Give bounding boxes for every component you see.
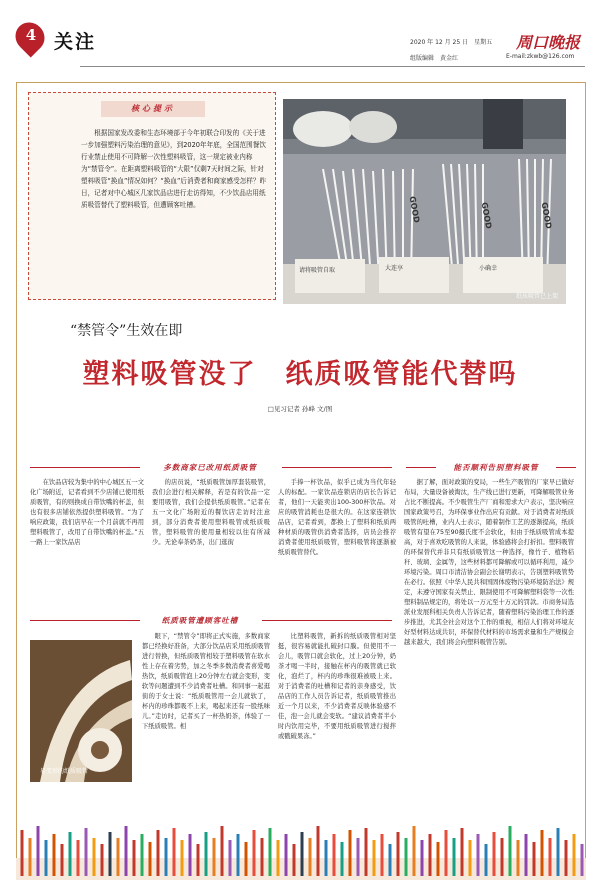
article-byline: □见习记者 孙峰 文/图 <box>267 405 333 413</box>
editor-line: 组版编辑 黄金红 <box>410 55 459 62</box>
section-1-rule-left <box>30 467 140 468</box>
section-2-rule-left <box>30 620 140 621</box>
date-line: 2020 年 12 月 25 日 星期五 <box>410 39 493 46</box>
paper-straw-illustration <box>30 640 132 782</box>
key-tips-box <box>28 92 276 300</box>
body-column-5-text: 比塑料吸管，新拆的纸质吸管相对坚挺，很容易就能扎破封口膜。但使用不一会儿，吸管口就会软化，过上20分钟，奶茶才喝一半时，接触在杯内的吸管就已软化，泡烂了，杯内的珍珠很难被吸上来。对于消费者的吐槽和记者的亲身感受，饮品店的工作人员告诉记者，纸质吸管推出近一个月以来，不少消费者反映体验感不佳，泡一会儿就会变软。“建议消费者半小时内饮用完毕，不要用纸质吸管进行搅拌或戳破果冻。” <box>278 633 396 740</box>
key-tips-text: 根据国家发改委和生态环境部于今年初联合印发的《关于进一步加强塑料污染治理的意见》，到2020年年底，全国范围餐饮行业禁止使用不可降解一次性塑料吸管，这一规定被业内称为“禁管令”。在距离塑料吸管的“大限”仅剩7天时间之际，针对塑料吸管“换血”情况如何？“换血”后消费者和商家感受怎样？昨日，记者对中心城区几家饮品店进行走访得知，不少饮品店用纸质吸管替代了塑料吸管，但遭顾客吐槽。 <box>81 129 267 209</box>
photo-caption: 纸质吸管已上架 <box>515 293 558 300</box>
paper-name-logo: 周口晚报 <box>516 33 581 52</box>
straws-shelf-photo <box>283 99 566 304</box>
photo-label-self-serve: 请将吸管自取 <box>299 267 336 274</box>
soft-paper-straw-photo <box>30 640 132 782</box>
body-column-3-text: 手捧一杯饮品，似乎已成为当代年轻人的标配。一家饮品连锁店的店长告诉记者，他们一天能卖出100-300杯饮品。对应的吸管消耗也是很大的。在这家连锁饮品店，记者看到，都换上了塑料和纸质两种材质的吸管供消费者选择，店员会推荐消费者使用纸质吸管，塑料吸管将逐渐被纸质吸管替代。 <box>278 479 396 556</box>
section-1-rule-right <box>282 467 392 468</box>
body-column-5 <box>278 632 396 800</box>
key-tips-title: 核心提示 <box>101 101 205 117</box>
page-number: 4 <box>25 26 37 44</box>
body-column-4 <box>142 632 270 800</box>
section-2-rule-right <box>262 620 392 621</box>
photo-label-xiaoquexing: 小确幸 <box>479 265 498 272</box>
section-name: 关注 <box>54 31 97 53</box>
section-3-rule-right <box>556 467 576 468</box>
photo-label-good-1: GOOD <box>407 195 422 224</box>
contact-email: E-mail:zkwb@126.com <box>506 53 575 60</box>
body-column-6-text: 据了解，面对政策的变局，一些生产吸管的厂家早已做好布局，大量设备被淘汰，生产线已进行更新，可降解吸管业务占比不断提高。不少吸管生产厂商和需求大户表示，坚决响应国家政策号召，为环保事业作出应有贡献。对于消费者对纸质吸管的吐槽，业内人士表示，随着制作工艺的逐渐提高，纸质吸管有望在75至90摄氏度不会软化，但由于纸质吸管成本提高，对于喜欢吃吸管的人来说，体验感将会打折扣。塑料吸管的环保替代并非只有纸质吸管这一种选择，像竹子、植物秸秆、玻璃、金属等，这些材料都可降解或可以循环利用，减少环境污染。周口市清洁协会副会长谢明表示，告别塑料吸管势在必行。依照《中华人民共和国固体废物污染环境防治法》规定，未遵守国家有关禁止、限制使用不可降解塑料袋等一次性塑料制品规定的，将处以一万元至十万元的罚款。市商务局选派业发展科相关负责人告诉记者，随着塑料污染治理工作的逐步推进，尤其全社会对这个工作的重视，相信人们将对环境友好型材料达成共识，环保替代材料的市场需求量和生产规模会越来越大，我们将会向塑料吸管告别。 <box>404 479 574 646</box>
body-column-2-text: 的店员说，“纸质吸管加厚套装吸管，我们会进行相关解释，若是有的饮品一定要用吸管，我们会提供纸质吸管。”记者在五一文化广场附近的餐饮店走访时注意到，部分消费者使用塑料吸管或纸质吸管，塑料吸管的使用量相较以往有所减少。无论奉茶奶茶，出门逛街 <box>152 479 270 546</box>
article-subtitle: “禁管令”生效在即 <box>70 323 183 339</box>
bottom-decoration <box>16 810 586 880</box>
section-1-heading: 多数商家已改用纸质吸管 <box>163 463 257 472</box>
section-3-heading: 能否顺利告别塑料吸管 <box>453 463 539 472</box>
photo-label-dalian: 大连享 <box>385 265 404 272</box>
straw-photo-caption: 易变形的纸质吸管 <box>40 768 89 775</box>
body-column-4-text: 眼下，“禁管令”即将正式实施，多数商家都已经换好准备，大部分饮品店采用纸质吸管进行替换，但纸质吸管相较于塑料吸管在软水性上存在着劣势，加之冬季多数消费者喜爱喝热饮，纸质吸管泡上20分钟左右就会变形，变软等问题遭到不少消费者吐槽。和同事一起逛街的于女士说：“纸质吸管用一会儿就软了，杯内的珍珠都吸不上来，喝起来还有一股纸味儿。”走访时，记者买了一杯热奶茶，体验了一下纸质吸管。相 <box>142 633 270 730</box>
header-rule <box>80 66 585 67</box>
body-column-2 <box>152 478 270 600</box>
body-column-3 <box>278 478 396 600</box>
photo-label-good-2: GOOD <box>479 201 494 230</box>
body-column-6 <box>404 478 574 804</box>
body-column-1-text: 在饮品店较为集中的中心城区五一文化广场附近，记者看到不少店铺已使用纸质吸管，有的则换成自带饮嘴的杯盖，但也有很多店铺依然提供塑料吸管。“为了响应政策，我们店早在一个月前就不再用塑料吸管了，改用了自带饮嘴的杯盖。”五一路上一家饮品店 <box>30 479 144 546</box>
photo-label-good-3: GOOD <box>539 201 554 230</box>
body-column-1 <box>30 478 144 600</box>
section-2-heading: 纸质吸管遭顾客吐槽 <box>161 616 239 625</box>
page-header <box>0 0 600 78</box>
section-3-rule-left <box>406 467 436 468</box>
article-title: 塑料吸管没了 纸质吸管能代替吗 <box>82 359 518 390</box>
